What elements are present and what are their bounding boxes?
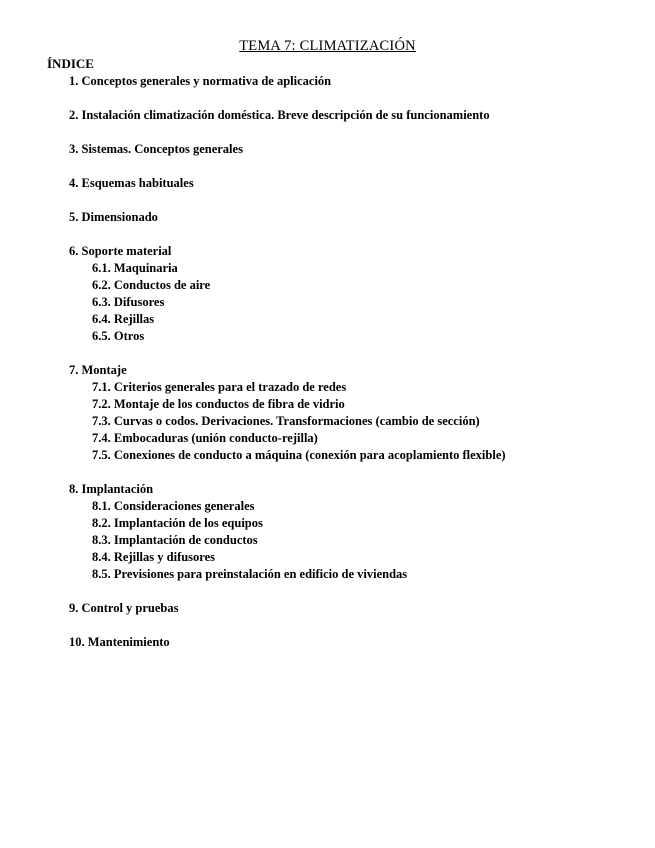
toc-section — [0, 600, 655, 617]
section-spacer — [0, 90, 655, 107]
toc-subentry-label: Conexiones de conducto a máquina (conexión para acoplamiento flexible) — [113, 448, 506, 462]
section-spacer — [0, 583, 655, 600]
toc-subentry-label: Consideraciones generales — [113, 499, 255, 513]
section-spacer — [0, 617, 655, 634]
toc-entry-number: 5. — [69, 210, 79, 224]
toc-entry — [0, 481, 655, 498]
toc-section — [0, 243, 655, 345]
toc-entry-number: 3. — [69, 142, 79, 156]
toc-subentry-number: 6.5. — [92, 329, 111, 343]
toc-subentry — [0, 311, 655, 328]
toc-entry — [0, 141, 655, 158]
toc-subentry-label: Difusores — [113, 295, 165, 309]
toc-subentry-number: 8.3. — [92, 533, 111, 547]
toc-subentry-label: Criterios generales para el trazado de redes — [113, 380, 347, 394]
toc-subentry — [0, 379, 655, 396]
toc-entry-number: 1. — [69, 74, 79, 88]
toc-entry-number: 4. — [69, 176, 79, 190]
toc-entry-label: Soporte material — [81, 244, 172, 258]
toc-subentry-number: 8.5. — [92, 567, 111, 581]
toc-subentry-number: 8.1. — [92, 499, 111, 513]
section-spacer — [0, 226, 655, 243]
toc-subentry-number: 7.1. — [92, 380, 111, 394]
toc-subentry — [0, 447, 655, 464]
toc-subentry-number: 6.3. — [92, 295, 111, 309]
toc-entry-label: Conceptos generales y normativa de aplicación — [81, 74, 332, 88]
toc-subentry — [0, 430, 655, 447]
toc-entry — [0, 209, 655, 226]
toc-entry-label: Esquemas habituales — [81, 176, 194, 190]
page-title: TEMA 7: CLIMATIZACIÓN — [239, 38, 416, 54]
toc-entry — [0, 634, 655, 651]
toc-section — [0, 141, 655, 158]
toc-subentry-label: Maquinaria — [113, 261, 178, 275]
toc-subentry-number: 7.5. — [92, 448, 111, 462]
section-spacer — [0, 124, 655, 141]
toc-entry — [0, 362, 655, 379]
toc-entry-label: Implantación — [81, 482, 154, 496]
toc-entry — [0, 600, 655, 617]
toc-entry-label: Instalación climatización doméstica. Breve descripción de su funcionamiento — [81, 108, 490, 122]
toc-subentry-label: Rejillas — [113, 312, 155, 326]
toc-subentry — [0, 328, 655, 345]
toc-section — [0, 107, 655, 124]
section-spacer — [0, 158, 655, 175]
toc-subentry-number: 7.3. — [92, 414, 111, 428]
toc-entry-number: 9. — [69, 601, 79, 615]
toc-subentry-label: Otros — [113, 329, 145, 343]
toc-subentry-label: Rejillas y difusores — [113, 550, 216, 564]
toc-entry — [0, 175, 655, 192]
toc-entry — [0, 107, 655, 124]
toc-subentry-label: Curvas o codos. Derivaciones. Transformaciones (cambio de sección) — [113, 414, 480, 428]
toc-entry — [0, 73, 655, 90]
toc-section — [0, 175, 655, 192]
toc-entry-number: 6. — [69, 244, 79, 258]
toc-entry-number: 8. — [69, 482, 79, 496]
toc-entry-label: Dimensionado — [81, 210, 158, 224]
toc-subentry-number: 8.2. — [92, 516, 111, 530]
toc-subentry — [0, 515, 655, 532]
table-of-contents — [0, 73, 655, 651]
toc-subentry-label: Previsiones para preinstalación en edificio de viviendas — [113, 567, 408, 581]
toc-entry-label: Sistemas. Conceptos generales — [81, 142, 243, 156]
toc-section — [0, 209, 655, 226]
toc-subentry — [0, 260, 655, 277]
toc-section — [0, 481, 655, 583]
toc-subentry — [0, 413, 655, 430]
toc-subentry-number: 8.4. — [92, 550, 111, 564]
toc-entry-label: Mantenimiento — [87, 635, 170, 649]
toc-section — [0, 362, 655, 464]
toc-subentry-label: Montaje de los conductos de fibra de vidrio — [113, 397, 345, 411]
toc-subentry-number: 7.4. — [92, 431, 111, 445]
toc-subentry-label: Conductos de aire — [113, 278, 211, 292]
toc-subentry-label: Implantación de conductos — [113, 533, 258, 547]
toc-subentry — [0, 396, 655, 413]
toc-subentry — [0, 277, 655, 294]
toc-entry — [0, 243, 655, 260]
toc-entry-number: 7. — [69, 363, 79, 377]
index-heading: ÍNDICE — [47, 56, 94, 71]
toc-subentry — [0, 532, 655, 549]
toc-section — [0, 73, 655, 90]
toc-section — [0, 634, 655, 651]
toc-entry-label: Montaje — [81, 363, 127, 377]
toc-subentry-number: 7.2. — [92, 397, 111, 411]
toc-subentry-label: Embocaduras (unión conducto-rejilla) — [113, 431, 318, 445]
toc-subentry — [0, 549, 655, 566]
toc-subentry — [0, 566, 655, 583]
toc-subentry — [0, 294, 655, 311]
section-spacer — [0, 192, 655, 209]
toc-subentry-number: 6.2. — [92, 278, 111, 292]
toc-entry-number: 2. — [69, 108, 79, 122]
toc-subentry-label: Implantación de los equipos — [113, 516, 263, 530]
toc-subentry-number: 6.4. — [92, 312, 111, 326]
section-spacer — [0, 345, 655, 362]
toc-subentry — [0, 498, 655, 515]
toc-subentry-number: 6.1. — [92, 261, 111, 275]
section-spacer — [0, 464, 655, 481]
toc-entry-label: Control y pruebas — [81, 601, 179, 615]
toc-entry-number: 10. — [69, 635, 85, 649]
